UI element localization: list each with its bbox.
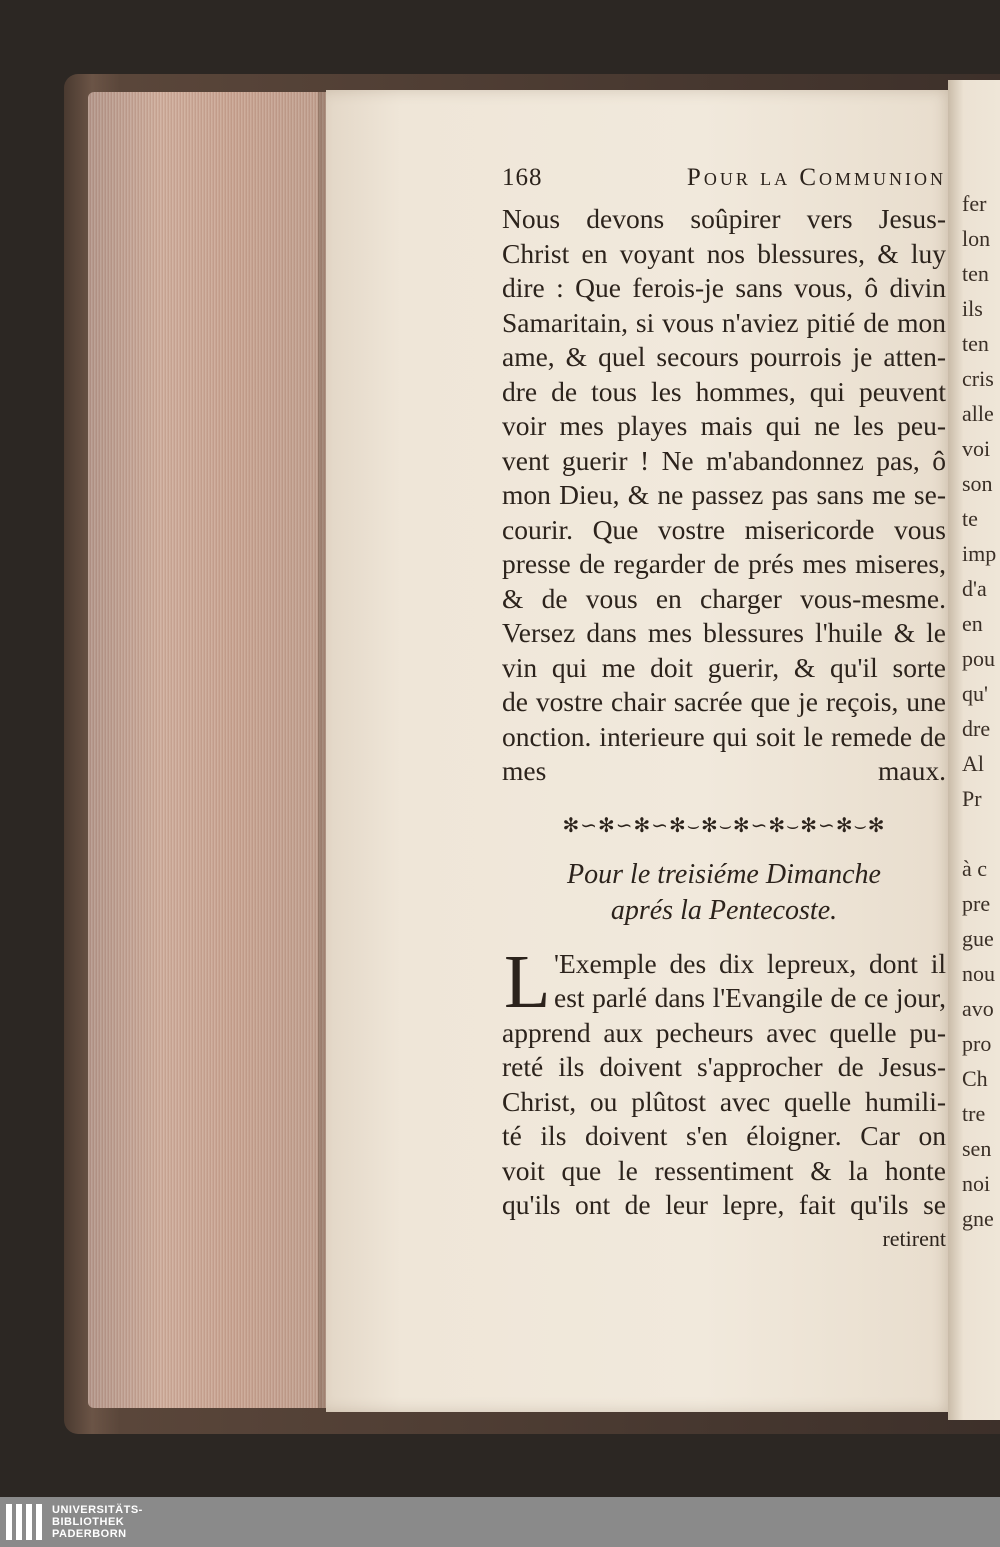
right-page-fragment-line: à c: [962, 856, 988, 881]
library-name-line-2: BIBLIOTHEK: [52, 1516, 125, 1528]
text-line: courir. Que vostre misericorde vous: [502, 513, 946, 545]
text-line: apprend aux pecheurs avec quelle pu-: [502, 1016, 946, 1048]
text-line: vent guerir ! Ne m'abandonnez pas, ô: [502, 444, 946, 476]
text-line: vin qui me doit guerir, & qu'il sorte: [502, 651, 946, 683]
right-page-fragment-line: gue: [962, 926, 994, 951]
library-name-line-1: UNIVERSITÄTS-: [52, 1504, 143, 1516]
text-line: & de vous en charger vous-mesme.: [502, 582, 946, 614]
right-page-fragment-line: Pr: [962, 786, 982, 811]
right-page-fragment-line: ten: [962, 261, 989, 286]
text-line: mon Dieu, & ne passez pas sans me se-: [502, 479, 946, 510]
running-header: [502, 164, 946, 202]
right-page-fragment-line: imp: [962, 541, 997, 566]
section-heading-line-2: aprés la Pentecoste.: [610, 894, 838, 926]
text-line: voir mes playes mais qui ne les peu-: [502, 410, 946, 441]
text-line: dire : Que ferois-je sans vous, ô divin: [502, 272, 946, 303]
right-page-fragment-line: te: [962, 506, 978, 531]
right-page-fragment-line: pro: [962, 1031, 992, 1056]
text-line: de vostre chair sacrée que je reçois, une: [502, 686, 946, 717]
text-line: onction. interieure qui soit le remede de: [502, 720, 946, 752]
page-edges: [88, 92, 332, 1408]
right-page-fragment-line: lon: [962, 226, 991, 251]
section-heading: [502, 857, 946, 929]
right-page-fragment-line: pou: [962, 646, 995, 671]
right-page-fragment-line: gne: [962, 1206, 994, 1231]
ornamental-divider: ✻∽✻∽✻∽✻⌣✻⌣✻∽✻⌣✻∽✻⌣✻: [562, 814, 886, 837]
text-line: reté ils doivent s'approcher de Jesus-: [502, 1051, 946, 1082]
right-page-fragment-line: sen: [962, 1136, 992, 1161]
text-line: qu'ils ont de leur lepre, fait qu'ils se: [502, 1189, 946, 1220]
right-page-fragment-line: ils: [962, 296, 983, 321]
right-page-fragment-line: ten: [962, 331, 989, 356]
text-line: dre de tous les hommes, qui peuvent: [502, 375, 946, 407]
library-name-line-3: PADERBORN: [52, 1528, 127, 1540]
text-line: Christ en voyant nos blessures, & luy: [502, 237, 946, 269]
text-line: Nous devons soûpirer vers Jesus-: [502, 203, 946, 234]
library-logo-icon: [6, 1504, 42, 1540]
prayer-paragraph: [502, 202, 946, 789]
right-page-fragment-line: Ch: [962, 1066, 988, 1091]
text-line: Samaritain, si vous n'aviez pitié de mon: [502, 306, 946, 338]
text-line: voit que le ressentiment & la honte: [502, 1154, 946, 1186]
page-text: [502, 164, 946, 1255]
right-page-fragment-line: noi: [962, 1171, 991, 1196]
catchword: retirent: [882, 1225, 946, 1251]
text-line: té ils doivent s'en éloigner. Car on: [502, 1120, 946, 1151]
right-page-fragment-line: cris: [962, 366, 994, 391]
right-page-fragment-line: pre: [962, 891, 991, 916]
right-page-fragment-line: Al: [962, 751, 984, 776]
text-line: Christ, ou plûtost avec quelle humili-: [502, 1085, 946, 1117]
section-paragraph: [502, 939, 946, 1223]
drop-cap: L: [504, 939, 551, 1024]
right-page-fragment-line: dre: [962, 716, 991, 741]
right-page-fragment-line: d'a: [962, 576, 987, 601]
right-page-text-fragments: [962, 186, 1000, 1236]
text-line: presse de regarder de prés mes miseres,: [502, 548, 946, 579]
running-title: Pour la Communion: [686, 164, 946, 191]
text-line: est parlé dans l'Evangile de ce jour,: [554, 982, 946, 1013]
page-number: 168: [502, 164, 543, 191]
text-line: Versez dans mes blessures l'huile & le: [502, 617, 946, 648]
text-line: 'Exemple des dix lepreux, dont il: [554, 947, 946, 979]
text-line: mes maux.: [502, 755, 946, 786]
text-line: ame, & quel secours pourrois je atten-: [502, 341, 946, 372]
right-page-fragment-line: en: [962, 611, 983, 636]
right-page-fragment-line: son: [962, 471, 993, 496]
right-page-fragment-line: avo: [962, 996, 994, 1021]
right-page-fragment-line: voi: [962, 436, 991, 461]
right-page-fragment-line: nou: [962, 961, 995, 986]
right-page-fragment-line: alle: [962, 401, 994, 426]
section-heading-line-1: Pour le treisiéme Dimanche: [567, 858, 881, 890]
right-page-fragment-line: [962, 816, 1000, 851]
right-page-fragment-line: tre: [962, 1101, 986, 1126]
right-page-fragment-line: fer: [962, 191, 987, 216]
right-page-fragment-line: qu': [962, 681, 988, 706]
library-footer: [0, 1497, 1000, 1547]
library-name: [52, 1504, 143, 1540]
